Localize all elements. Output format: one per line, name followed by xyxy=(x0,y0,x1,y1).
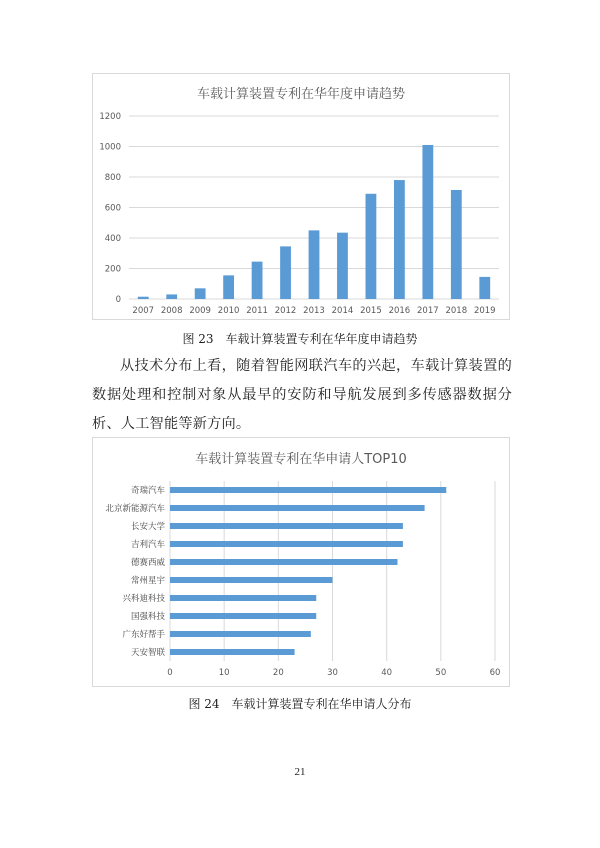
category-label: 德赛西威 xyxy=(130,558,165,568)
bar xyxy=(138,297,149,299)
category-label: 北京新能源汽车 xyxy=(105,504,165,514)
x-tick-label: 10 xyxy=(218,668,230,678)
bar xyxy=(252,262,263,299)
top10-applicants-svg xyxy=(93,438,509,686)
bar xyxy=(309,230,320,299)
category-label: 天安智联 xyxy=(130,648,165,658)
x-tick-label: 50 xyxy=(435,668,447,678)
bar xyxy=(170,505,425,511)
bar xyxy=(280,246,291,299)
x-tick-label: 2011 xyxy=(246,306,268,316)
x-tick-label: 40 xyxy=(381,668,393,678)
x-tick-label: 2019 xyxy=(473,306,496,316)
bar xyxy=(366,194,377,299)
category-label: 长安大学 xyxy=(130,522,165,532)
y-tick-label: 0 xyxy=(115,295,121,305)
bar xyxy=(394,180,405,299)
category-label: 广东好帮手 xyxy=(122,630,165,640)
bar xyxy=(451,190,462,299)
x-tick-label: 2009 xyxy=(189,306,211,316)
chart-title: 车载计算装置专利在华年度申请趋势 xyxy=(196,87,406,102)
x-tick-label: 2013 xyxy=(303,306,325,316)
x-tick-label: 20 xyxy=(272,668,284,678)
bar xyxy=(170,577,333,583)
figure-23-caption: 图 23 车载计算装置专利在华年度申请趋势 xyxy=(182,332,418,346)
bar xyxy=(170,649,295,655)
x-tick-label: 60 xyxy=(489,668,501,678)
x-tick-label: 2014 xyxy=(331,306,354,316)
annual-applications-chart xyxy=(92,73,510,320)
bar xyxy=(479,277,490,299)
page-number: 21 xyxy=(294,766,306,778)
top10-applicants-chart xyxy=(92,437,510,687)
y-tick-label: 1000 xyxy=(99,142,121,153)
x-tick-label: 2018 xyxy=(445,306,468,316)
x-tick-label: 30 xyxy=(327,668,338,678)
y-tick-label: 400 xyxy=(104,234,121,244)
category-label: 国强科技 xyxy=(130,612,165,622)
x-tick-label: 2017 xyxy=(417,306,439,316)
x-tick-label: 2012 xyxy=(274,306,297,316)
figure-24-caption: 图 24 车载计算装置专利在华申请人分布 xyxy=(188,697,412,711)
category-label: 吉利汽车 xyxy=(130,540,165,550)
bar xyxy=(422,145,433,299)
bar xyxy=(170,559,398,565)
bar xyxy=(170,631,311,637)
x-tick-label: 2010 xyxy=(217,306,240,316)
x-tick-label: 0 xyxy=(167,668,173,678)
body-paragraph: 从技术分布上看，随着智能网联汽车的兴起，车载计算装置的数据处理和控制对象从最早的安防和导航发展到多传感器数据分析、人工智能等新方向。 xyxy=(92,358,512,432)
category-label: 奇瑞汽车 xyxy=(130,486,165,496)
y-tick-label: 600 xyxy=(104,203,121,214)
y-tick-label: 1200 xyxy=(99,112,121,122)
x-tick-label: 2015 xyxy=(360,306,382,316)
category-label: 常州星宇 xyxy=(130,576,165,586)
y-tick-label: 200 xyxy=(104,264,121,275)
x-tick-label: 2016 xyxy=(388,306,411,316)
bar xyxy=(170,613,316,619)
bar xyxy=(166,294,177,299)
bar xyxy=(223,275,234,299)
bar xyxy=(170,523,403,529)
bar xyxy=(337,233,348,299)
annual-applications-svg xyxy=(93,74,509,319)
category-label: 兴科迪科技 xyxy=(122,594,165,604)
x-tick-label: 2008 xyxy=(160,306,183,316)
bar xyxy=(170,541,403,547)
bar xyxy=(170,487,446,493)
x-tick-label: 2007 xyxy=(132,306,155,316)
bar xyxy=(170,595,316,601)
bar xyxy=(195,288,206,299)
chart-title: 车载计算装置专利在华申请人TOP10 xyxy=(195,452,407,467)
y-tick-label: 800 xyxy=(104,173,121,183)
